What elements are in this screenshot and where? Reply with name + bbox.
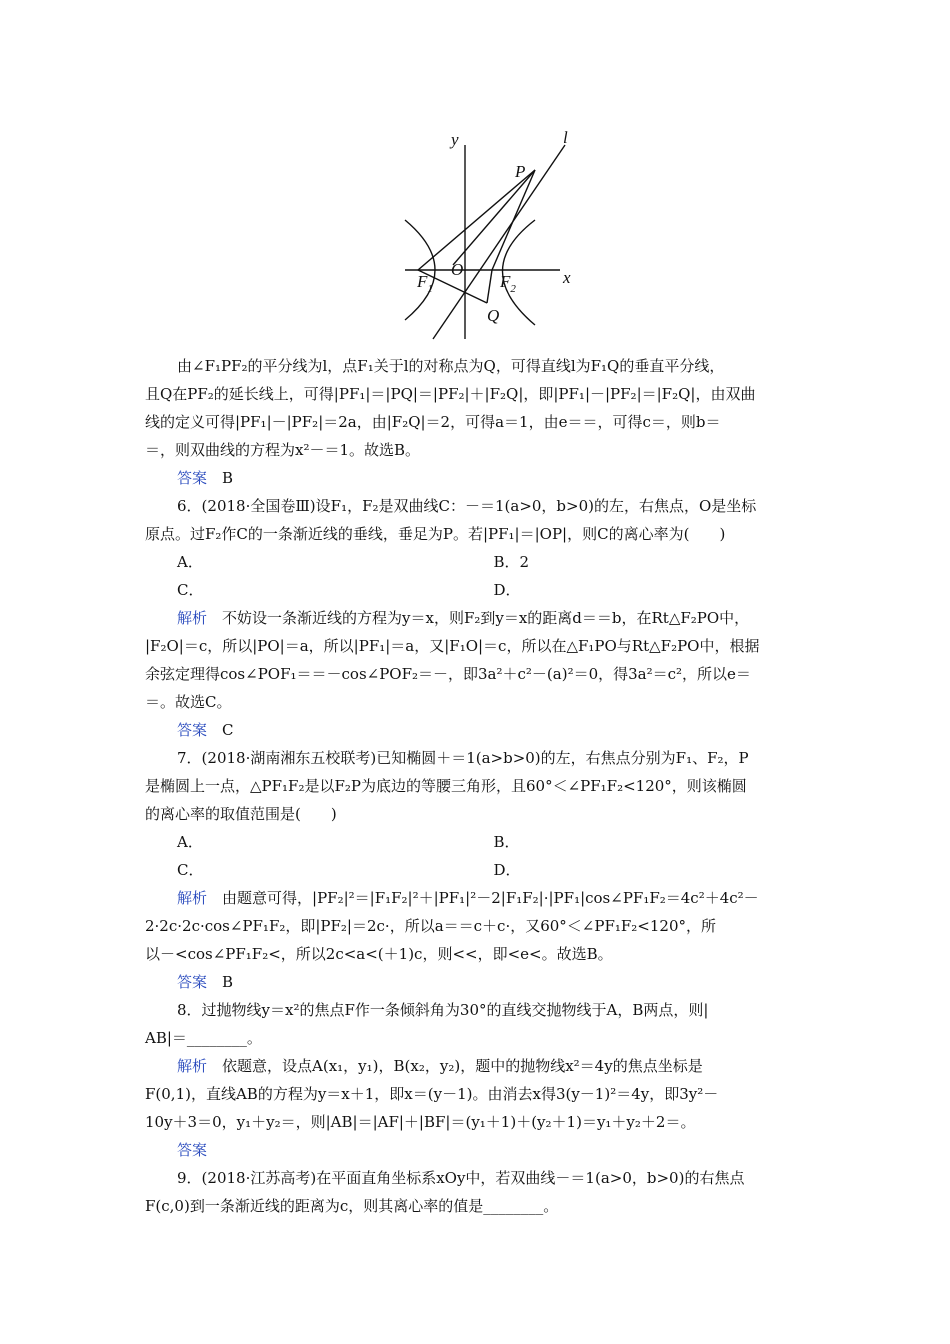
- solution-label: 解析: [177, 1057, 208, 1075]
- answer-label: 答案: [177, 721, 208, 739]
- q8-sol-line-1: [145, 1052, 810, 1080]
- q6-options-row-1: [145, 548, 810, 576]
- q7-line-3: 的离心率的取值范围是( ): [145, 805, 337, 823]
- label-P: P: [515, 162, 526, 181]
- answer-value: C: [222, 721, 234, 739]
- q7-sol-line-3: 以－<cos∠PF₁F₂<，所以2c<a<(＋1)c，则<<，即<e<。故选B。: [145, 945, 613, 963]
- q8-answer: [145, 1136, 810, 1164]
- q8-sol-text-1: 依题意，设点A(x₁，y₁)，B(x₂，y₂)，题中的抛物线x²＝4y的焦点坐标是: [207, 1057, 703, 1075]
- q6-sol-line-1: [145, 604, 810, 632]
- q6-option-b: B．2: [493, 553, 530, 571]
- label-Q: Q: [487, 306, 500, 325]
- solution-label: 解析: [177, 889, 208, 907]
- q7-option-d: D．: [493, 861, 521, 879]
- answer-label: 答案: [177, 469, 208, 487]
- q6-option-c: C．: [177, 581, 204, 599]
- q6-sol-line-4: ＝。故选C。: [145, 693, 232, 711]
- hyperbola-figure: [395, 125, 615, 345]
- q7-option-c: C．: [177, 861, 204, 879]
- q8-sol-line-3: 10y＋3＝0，y₁＋y₂＝，则|AB|＝|AF|＋|BF|＝(y₁＋1)＋(y₂＋1)＝y₁＋y₂＋2＝。: [145, 1113, 696, 1131]
- document-body: [145, 352, 810, 1220]
- q7-option-b: B．: [493, 833, 520, 851]
- q7-options-row-2: [145, 856, 810, 884]
- label-F1-letter: F: [417, 272, 428, 291]
- q6-answer: [145, 716, 810, 744]
- q7-option-a: A．: [177, 833, 203, 851]
- answer-label: 答案: [177, 1141, 208, 1159]
- q8-line-2: AB|＝________。: [145, 1029, 262, 1047]
- solution-label: 解析: [177, 609, 208, 627]
- sol5-line-3: 线的定义可得|PF₁|－|PF₂|＝2a，由|F₂Q|＝2，可得a＝1，由e＝＝，可得c＝，则b＝: [145, 413, 721, 431]
- label-F1-sub: 1: [427, 283, 433, 295]
- answer-label: 答案: [177, 973, 208, 991]
- answer-value: B: [222, 973, 234, 991]
- sol5-line-1: 由∠F₁PF₂的平分线为l，点F₁关于l的对称点为Q，可得直线l为F₁Q的垂直平分线，: [177, 357, 725, 375]
- q6-option-a: A．: [177, 553, 203, 571]
- q7-line-2: 是椭圆上一点，△PF₁F₂是以F₂P为底边的等腰三角形，且60°＜∠PF₁F₂<120°，则该椭圆: [145, 777, 747, 795]
- q9-line-1: 9．(2018·江苏高考)在平面直角坐标系xOy中，若双曲线－＝1(a>0，b>0)的右焦点: [177, 1169, 745, 1187]
- q6-line-2: 原点。过F₂作C的一条渐近线的垂线，垂足为P。若|PF₁|＝|OP|，则C的离心率为( ): [145, 525, 726, 543]
- label-F2-sub: 2: [510, 283, 516, 295]
- q6-sol-line-3: 余弦定理得cos∠POF₁＝＝－cos∠POF₂＝－，即3a²＋c²－(a)²＝0，得3a²＝c²，所以e＝: [145, 665, 751, 683]
- q7-options-row-1: [145, 828, 810, 856]
- q6-options-row-2: [145, 576, 810, 604]
- segment-F1P: [418, 170, 535, 270]
- hyperbola-diagram: [395, 125, 615, 345]
- q7-sol-text-1: 由题意可得，|PF₂|²＝|F₁F₂|²＋|PF₁|²－2|F₁F₂|·|PF₁|cos∠PF₁F₂＝4c²＋4c²－: [207, 889, 759, 907]
- q7-answer: [145, 968, 810, 996]
- label-O: O: [451, 260, 464, 279]
- segment-PF2: [492, 170, 535, 270]
- q8-line-1: 8．过抛物线y＝x²的焦点F作一条倾斜角为30°的直线交抛物线于A，B两点，则|: [177, 1001, 709, 1019]
- q6-sol-text-1: 不妨设一条渐近线的方程为y＝x，则F₂到y＝x的距离d＝＝b，在Rt△F₂PO中，: [207, 609, 750, 627]
- q7-sol-line-1: [145, 884, 810, 912]
- q7-line-1: 7．(2018·湖南湘东五校联考)已知椭圆＋＝1(a>b>0)的左，右焦点分别为F₁、F₂，P: [177, 749, 749, 767]
- q6-sol-line-2: |F₂O|＝c，所以|PO|＝a，所以|PF₁|＝a，又|F₁O|＝c，所以在△F₁PO与Rt△F₂PO中，根据: [145, 637, 760, 655]
- sol5-line-2: 且Q在PF₂的延长线上，可得|PF₁|＝|PQ|＝|PF₂|＋|F₂Q|，即|PF₁|－|PF₂|＝|F₂Q|，由双曲: [145, 385, 756, 403]
- label-y: y: [451, 130, 459, 149]
- q7-sol-line-2: 2·2c·2c·cos∠PF₁F₂，即|PF₂|＝2c·，所以a＝＝c＋c·，又60°＜∠PF₁F₂<120°，所: [145, 917, 717, 935]
- label-l: l: [563, 128, 568, 147]
- q9-line-2: F(c,0)到一条渐近线的距离为c，则其离心率的值是________。: [145, 1197, 559, 1215]
- sol5-answer: [145, 464, 810, 492]
- sol5-line-4: ＝，则双曲线的方程为x²－＝1。故选B。: [145, 441, 421, 459]
- label-F2-letter: F: [500, 272, 511, 291]
- answer-value: B: [222, 469, 234, 487]
- label-x: x: [563, 268, 571, 287]
- segment-F2Q: [487, 270, 492, 303]
- q8-sol-line-2: F(0,1)，直线AB的方程为y＝x＋1，即x＝(y－1)。由消去x得3(y－1)²＝4y，即3y²－: [145, 1085, 719, 1103]
- q6-line-1: 6．(2018·全国卷Ⅲ)设F₁，F₂是双曲线C：－＝1(a>0，b>0)的左，右焦点，O是坐标: [177, 497, 757, 515]
- q6-option-d: D．: [493, 581, 521, 599]
